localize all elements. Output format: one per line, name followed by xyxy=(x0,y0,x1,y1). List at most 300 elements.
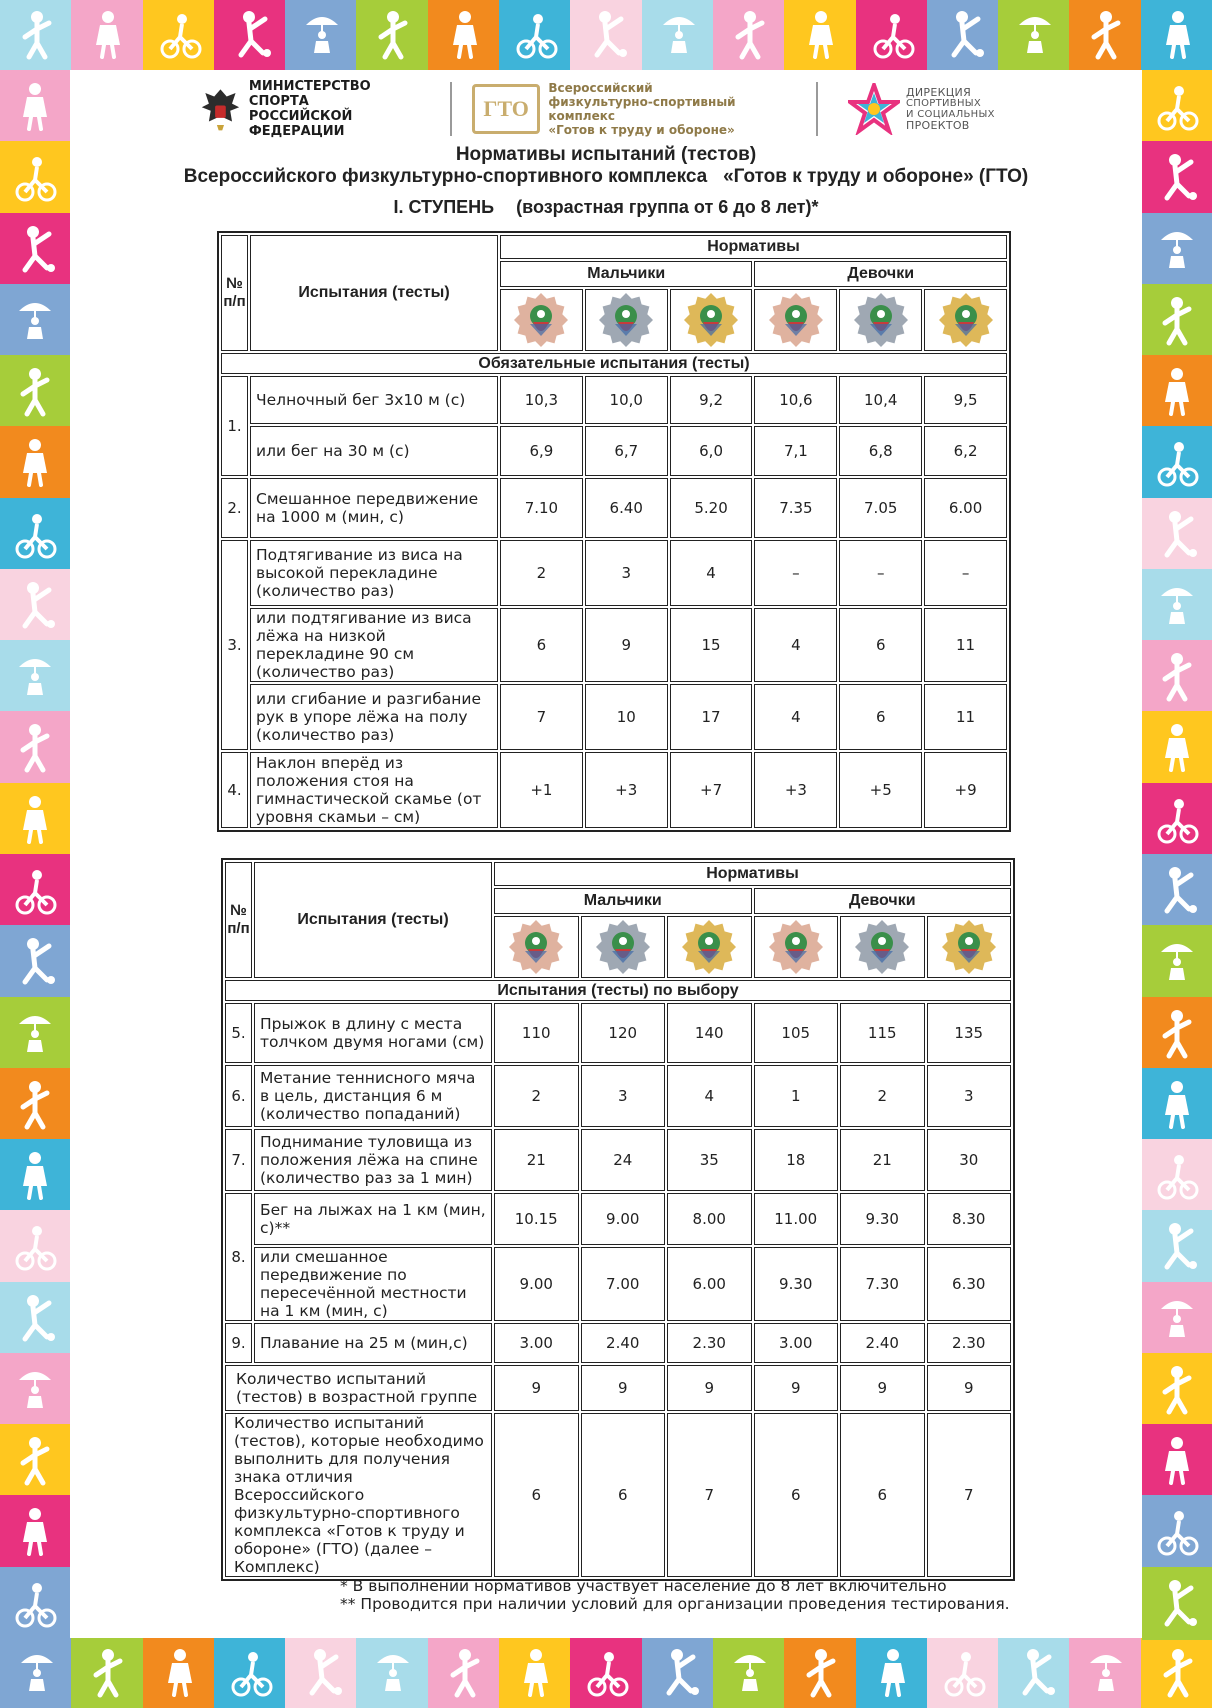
kid-figure-icon xyxy=(1155,1221,1199,1273)
gold-badge xyxy=(927,916,1012,978)
border-tile xyxy=(0,640,70,713)
border-tile xyxy=(0,569,70,642)
tests-column-header: Испытания (тесты) xyxy=(250,235,498,351)
kid-figure-icon xyxy=(1155,509,1199,561)
silver-badge xyxy=(581,916,666,978)
norm-value: 6,9 xyxy=(500,426,583,476)
border-tile xyxy=(499,1638,572,1708)
header-logos xyxy=(200,80,1000,138)
kid-figure-icon xyxy=(13,865,57,917)
kid-figure-icon xyxy=(86,1647,130,1699)
kid-figure-icon xyxy=(1084,9,1128,61)
row-number xyxy=(221,752,248,828)
kid-figure-icon xyxy=(1155,722,1199,774)
silver-badge xyxy=(585,289,668,351)
kid-figure-icon xyxy=(13,936,57,988)
border-tile xyxy=(0,1495,70,1568)
kid-figure-icon xyxy=(1156,9,1200,61)
border-tile xyxy=(0,355,70,428)
direction-line3: И СОЦИАЛЬНЫХ xyxy=(906,109,995,120)
norm-value: +3 xyxy=(585,752,668,828)
count-row xyxy=(225,1365,1011,1411)
count-label: Количество испытаний (тестов) в возрастной группе xyxy=(225,1365,492,1411)
section-title: Испытания (тесты) по выбору xyxy=(225,980,1011,1001)
tests-column-header: Испытания (тесты) xyxy=(254,862,492,978)
bronze-badge xyxy=(754,289,837,351)
border-tile xyxy=(1142,997,1212,1070)
num-column-header: № п/п xyxy=(225,862,252,978)
norm-value: 10,0 xyxy=(585,376,668,424)
gto-line2: физкультурно-спортивный комплекс xyxy=(548,95,736,123)
mandatory-norms-table xyxy=(217,231,1011,832)
border-tile xyxy=(570,0,643,70)
kid-figure-icon xyxy=(1155,1435,1199,1487)
norm-value: 9.30 xyxy=(840,1193,925,1245)
norm-value: 11.00 xyxy=(754,1193,839,1245)
norm-value: 3 xyxy=(585,540,668,606)
border-tile xyxy=(1142,1495,1212,1568)
kid-figure-icon xyxy=(13,1364,57,1416)
kid-figure-icon xyxy=(371,1647,415,1699)
norm-value: 11 xyxy=(924,608,1007,682)
norm-value: 9 xyxy=(754,1365,839,1411)
border-tile xyxy=(1069,1638,1142,1708)
kid-figure-icon xyxy=(1155,1364,1199,1416)
border-tile xyxy=(1142,426,1212,499)
border-tile xyxy=(143,0,216,70)
kid-figure-icon xyxy=(1155,81,1199,133)
norm-value: 110 xyxy=(494,1003,579,1063)
norm-value: 4 xyxy=(754,608,837,682)
test-name: Наклон вперёд из положения стоя на гимнастической скамье (от уровня скамьи – см) xyxy=(250,752,498,828)
row-number-text: 1. xyxy=(227,417,242,435)
footnote-2: ** Проводится при наличии условий для организации проведения тестирования. xyxy=(340,1595,1010,1613)
norm-value: 7.35 xyxy=(754,478,837,538)
border-tile xyxy=(214,1638,287,1708)
test-name: Подтягивание из виса на высокой перекладине (количество раз) xyxy=(250,540,498,606)
kid-figure-icon xyxy=(13,1079,57,1131)
border-tile xyxy=(1142,1210,1212,1283)
kid-figure-icon xyxy=(13,1008,57,1060)
test-name: или смешанное передвижение по пересечённой местности на 1 км (мин, с) xyxy=(254,1247,492,1321)
norm-value: +7 xyxy=(670,752,753,828)
boys-header: Мальчики xyxy=(494,888,752,914)
kid-figure-icon xyxy=(13,651,57,703)
test-name: Поднимание туловища из положения лёжа на спине (количество раз за 1 мин) xyxy=(254,1129,492,1191)
table-row xyxy=(225,1323,1011,1363)
kid-figure-icon xyxy=(1013,1647,1057,1699)
border-tile xyxy=(0,1139,70,1212)
kid-figure-icon xyxy=(229,1647,273,1699)
row-number-text: 8. xyxy=(231,1248,246,1266)
row-number xyxy=(225,1193,252,1321)
norm-value: 9 xyxy=(667,1365,752,1411)
norm-value: – xyxy=(924,540,1007,606)
norm-value: 18 xyxy=(754,1129,839,1191)
row-number xyxy=(225,1003,252,1063)
kid-figure-icon xyxy=(13,366,57,418)
norm-value: 135 xyxy=(927,1003,1012,1063)
norm-value: 10.15 xyxy=(494,1193,579,1245)
eagle-emblem-icon xyxy=(200,83,241,135)
bronze-badge xyxy=(754,916,839,978)
kid-figure-icon xyxy=(799,9,843,61)
kid-figure-icon xyxy=(1155,580,1199,632)
norm-value: 6.30 xyxy=(927,1247,1012,1321)
gto-logo xyxy=(472,80,792,138)
norm-value: 2 xyxy=(494,1065,579,1127)
kid-figure-icon xyxy=(1155,1578,1199,1630)
border-tile xyxy=(1142,1424,1212,1497)
kid-figure-icon xyxy=(15,9,59,61)
norm-value: 7.00 xyxy=(581,1247,666,1321)
boys-header: Мальчики xyxy=(500,261,752,287)
border-tile xyxy=(428,1638,501,1708)
border-tile xyxy=(713,0,786,70)
border-tile xyxy=(285,0,358,70)
norm-value: 7.10 xyxy=(500,478,583,538)
norm-value: – xyxy=(839,540,922,606)
norm-value: 7,1 xyxy=(754,426,837,476)
border-tile xyxy=(642,1638,715,1708)
border-tile xyxy=(0,213,70,286)
norm-value: +5 xyxy=(839,752,922,828)
kid-figure-icon xyxy=(443,9,487,61)
border-tile xyxy=(1142,1353,1212,1426)
section-title: Обязательные испытания (тесты) xyxy=(221,353,1007,374)
norm-value: – xyxy=(754,540,837,606)
kid-figure-icon xyxy=(871,9,915,61)
kid-figure-icon xyxy=(1155,366,1199,418)
norm-value: 24 xyxy=(581,1129,666,1191)
bronze-badge xyxy=(500,289,583,351)
norm-value: 6 xyxy=(840,1413,925,1577)
border-tile xyxy=(784,0,857,70)
kid-figure-icon xyxy=(942,9,986,61)
bronze-badge xyxy=(494,916,579,978)
norm-value: +1 xyxy=(500,752,583,828)
norm-value: 3.00 xyxy=(494,1323,579,1363)
direction-line2: СПОРТИВНЫХ xyxy=(906,98,982,109)
norm-value: 8.30 xyxy=(927,1193,1012,1245)
test-name: Челночный бег 3х10 м (с) xyxy=(250,376,498,424)
table-row xyxy=(221,608,1007,682)
norm-value: 6 xyxy=(500,608,583,682)
kid-figure-icon xyxy=(514,1647,558,1699)
border-tile xyxy=(570,1638,643,1708)
kid-figure-icon xyxy=(1155,295,1199,347)
page-title: Нормативы испытаний (тестов) xyxy=(455,144,757,165)
kid-figure-icon xyxy=(371,9,415,61)
border-tile xyxy=(856,0,929,70)
norm-value: 9.00 xyxy=(581,1193,666,1245)
silver-badge xyxy=(840,916,925,978)
gto-line3: «Готов к труду и обороне» xyxy=(548,123,735,137)
table-row xyxy=(225,1193,1011,1245)
border-tile xyxy=(1142,1068,1212,1141)
kid-figure-icon xyxy=(13,295,57,347)
norm-value: 3 xyxy=(927,1065,1012,1127)
star-logo-icon xyxy=(848,83,900,135)
border-tile xyxy=(998,1638,1071,1708)
kid-figure-icon xyxy=(86,9,130,61)
norm-value: 10 xyxy=(585,684,668,750)
norm-value: 9 xyxy=(581,1365,666,1411)
kid-figure-icon xyxy=(13,794,57,846)
border-tile xyxy=(1069,0,1142,70)
test-name: Смешанное передвижение на 1000 м (мин, с) xyxy=(250,478,498,538)
kid-figure-icon xyxy=(1013,9,1057,61)
norm-value: 7 xyxy=(927,1413,1012,1577)
kid-figure-icon xyxy=(728,9,772,61)
border-tile xyxy=(0,426,70,499)
norm-value: 140 xyxy=(667,1003,752,1063)
test-name: Метание теннисного мяча в цель, дистанция 6 м (количество попаданий) xyxy=(254,1065,492,1127)
norm-value: 30 xyxy=(927,1129,1012,1191)
border-tile xyxy=(642,0,715,70)
age-group-label: (возрастная группа от 6 до 8 лет)* xyxy=(516,197,819,217)
border-tile xyxy=(1142,711,1212,784)
kid-figure-icon xyxy=(13,224,57,276)
kid-figure-icon xyxy=(15,1647,59,1699)
row-number xyxy=(221,376,248,476)
norm-value: 7.05 xyxy=(839,478,922,538)
norm-value: 6 xyxy=(839,684,922,750)
kid-figure-icon xyxy=(585,1647,629,1699)
kid-figure-icon xyxy=(1156,1647,1200,1699)
border-tile xyxy=(0,925,70,998)
border-tile xyxy=(713,1638,786,1708)
norm-value: 11 xyxy=(924,684,1007,750)
border-tile xyxy=(0,1210,70,1283)
norm-value: 5.20 xyxy=(670,478,753,538)
border-tile xyxy=(1142,1567,1212,1640)
norm-value: 6 xyxy=(839,608,922,682)
table-row xyxy=(221,426,1007,476)
row-number-text: 6. xyxy=(231,1087,246,1105)
silver-badge xyxy=(839,289,922,351)
table-row xyxy=(225,1247,1011,1321)
norm-value: 35 xyxy=(667,1129,752,1191)
norm-value: 6 xyxy=(494,1413,579,1577)
row-number xyxy=(225,1129,252,1191)
test-name: Плавание на 25 м (мин,с) xyxy=(254,1323,492,1363)
table-row xyxy=(225,1129,1011,1191)
norm-value: 120 xyxy=(581,1003,666,1063)
kid-figure-icon xyxy=(657,9,701,61)
norm-value: 7.30 xyxy=(840,1247,925,1321)
norm-value: 6 xyxy=(754,1413,839,1577)
border-tile xyxy=(428,0,501,70)
norm-value: 3 xyxy=(581,1065,666,1127)
norm-value: 2.40 xyxy=(840,1323,925,1363)
row-number-text: 2. xyxy=(227,499,242,517)
kid-figure-icon xyxy=(13,580,57,632)
kid-figure-icon xyxy=(13,509,57,561)
norm-value: 1 xyxy=(754,1065,839,1127)
divider xyxy=(450,82,452,136)
norm-value: 17 xyxy=(670,684,753,750)
border-tile xyxy=(1142,854,1212,927)
border-tile xyxy=(1142,925,1212,998)
direction-logo xyxy=(848,80,1008,138)
border-tile xyxy=(927,0,1000,70)
norm-value: 2.30 xyxy=(667,1323,752,1363)
border-tile xyxy=(927,1638,1000,1708)
kid-figure-icon xyxy=(657,1647,701,1699)
border-tile xyxy=(0,1638,73,1708)
border-tile xyxy=(1141,0,1212,70)
norm-value: +9 xyxy=(924,752,1007,828)
norm-value: 6 xyxy=(581,1413,666,1577)
test-name: или бег на 30 м (с) xyxy=(250,426,498,476)
kid-figure-icon xyxy=(229,9,273,61)
kid-figure-icon xyxy=(514,9,558,61)
norms-header: Нормативы xyxy=(500,235,1007,259)
norm-value: 2 xyxy=(500,540,583,606)
row-number xyxy=(225,1065,252,1127)
test-name: Бег на лыжах на 1 км (мин, с)** xyxy=(254,1193,492,1245)
norm-value: 8.00 xyxy=(667,1193,752,1245)
required-row xyxy=(225,1413,1011,1577)
norm-value: 4 xyxy=(754,684,837,750)
border-tile xyxy=(356,1638,429,1708)
footnote-1: * В выполнении нормативов участвует население до 8 лет включительно xyxy=(340,1577,947,1595)
kid-figure-icon xyxy=(1155,224,1199,276)
test-name: или сгибание и разгибание рук в упоре лёжа на полу (количество раз) xyxy=(250,684,498,750)
table-row xyxy=(225,1003,1011,1063)
border-tile xyxy=(0,1353,70,1426)
norms-header: Нормативы xyxy=(494,862,1011,886)
kid-figure-icon xyxy=(13,722,57,774)
border-tile xyxy=(356,0,429,70)
kid-figure-icon xyxy=(13,1150,57,1202)
footnotes xyxy=(340,1577,1010,1613)
border-tile xyxy=(499,0,572,70)
divider xyxy=(816,82,818,136)
kid-figure-icon xyxy=(13,1293,57,1345)
border-tile xyxy=(1142,70,1212,143)
gold-badge xyxy=(924,289,1007,351)
kid-figure-icon xyxy=(1155,1506,1199,1558)
border-tile xyxy=(1142,1282,1212,1355)
kid-figure-icon xyxy=(1155,1293,1199,1345)
ministry-line1: МИНИСТЕРСТВО СПОРТА xyxy=(248,79,371,109)
table-row xyxy=(221,684,1007,750)
norm-value: 6,7 xyxy=(585,426,668,476)
border-tile xyxy=(856,1638,929,1708)
ministry-line2: РОССИЙСКОЙ ФЕДЕРАЦИИ xyxy=(248,109,353,139)
optional-norms-table xyxy=(221,858,1015,1581)
girls-header: Девочки xyxy=(754,261,1007,287)
border-tile xyxy=(1141,1638,1212,1708)
row-number-text: 4. xyxy=(227,781,242,799)
kid-figure-icon xyxy=(13,1435,57,1487)
norm-value: 9 xyxy=(585,608,668,682)
kid-figure-icon xyxy=(1155,1008,1199,1060)
norm-value: 21 xyxy=(840,1129,925,1191)
norm-value: 6.00 xyxy=(667,1247,752,1321)
norm-value: 115 xyxy=(840,1003,925,1063)
border-tile xyxy=(1142,640,1212,713)
direction-line1: ДИРЕКЦИЯ xyxy=(906,86,972,99)
kid-figure-icon xyxy=(13,81,57,133)
border-tile xyxy=(214,0,287,70)
norm-value: 10,3 xyxy=(500,376,583,424)
norm-value: +3 xyxy=(754,752,837,828)
kid-figure-icon xyxy=(1155,651,1199,703)
direction-line4: ПРОЕКТОВ xyxy=(906,119,970,132)
norm-value: 7 xyxy=(500,684,583,750)
border-tile xyxy=(0,498,70,571)
norm-value: 6,0 xyxy=(670,426,753,476)
row-number-text: 9. xyxy=(231,1334,246,1352)
border-tile xyxy=(1142,783,1212,856)
kid-figure-icon xyxy=(13,1506,57,1558)
norm-value: 4 xyxy=(670,540,753,606)
norm-value: 2 xyxy=(840,1065,925,1127)
border-tile xyxy=(71,1638,144,1708)
kid-figure-icon xyxy=(1155,437,1199,489)
ministry-logo xyxy=(200,80,430,138)
kid-figure-icon xyxy=(1155,1079,1199,1131)
norm-value: 2.40 xyxy=(581,1323,666,1363)
kid-figure-icon xyxy=(443,1647,487,1699)
border-tile xyxy=(1142,498,1212,571)
kid-figure-icon xyxy=(1155,1150,1199,1202)
table-row xyxy=(221,376,1007,424)
norm-value: 6.40 xyxy=(585,478,668,538)
border-tile xyxy=(0,1068,70,1141)
norm-value: 6.00 xyxy=(924,478,1007,538)
test-name: или подтягивание из виса лёжа на низкой перекладине 90 см (количество раз) xyxy=(250,608,498,682)
border-tile xyxy=(0,1567,70,1640)
kid-figure-icon xyxy=(13,437,57,489)
table-row xyxy=(221,478,1007,538)
row-number xyxy=(221,540,248,750)
border-tile xyxy=(0,783,70,856)
norm-value: 6,2 xyxy=(924,426,1007,476)
norm-value: 7 xyxy=(667,1413,752,1577)
kid-figure-icon xyxy=(585,9,629,61)
kid-figure-icon xyxy=(300,1647,344,1699)
border-tile xyxy=(0,711,70,784)
row-number xyxy=(221,478,248,538)
norm-value: 3.00 xyxy=(754,1323,839,1363)
kid-figure-icon xyxy=(158,1647,202,1699)
gold-badge xyxy=(667,916,752,978)
norm-value: 9 xyxy=(927,1365,1012,1411)
kid-figure-icon xyxy=(13,1221,57,1273)
border-tile xyxy=(1142,1139,1212,1212)
border-tile xyxy=(0,1424,70,1497)
kid-figure-icon xyxy=(1084,1647,1128,1699)
table-row xyxy=(225,1065,1011,1127)
stage-label: I. СТУПЕНЬ xyxy=(393,197,495,217)
required-label: Количество испытаний (тестов), которые необходимо выполнить для получения знака отличия Всероссийского физкультурно-спортивного комплекса «Готов к труду и обороне» (ГТО) (далее – Комплекс) xyxy=(225,1413,492,1577)
border-tile xyxy=(1142,355,1212,428)
norm-value: 21 xyxy=(494,1129,579,1191)
norm-value: 9.30 xyxy=(754,1247,839,1321)
kid-figure-icon xyxy=(871,1647,915,1699)
gold-badge xyxy=(670,289,753,351)
row-number-text: 5. xyxy=(231,1024,246,1042)
kid-figure-icon xyxy=(728,1647,772,1699)
row-number-text: 3. xyxy=(227,636,242,654)
norm-value: 15 xyxy=(670,608,753,682)
border-tile xyxy=(0,70,70,143)
border-tile xyxy=(1142,213,1212,286)
